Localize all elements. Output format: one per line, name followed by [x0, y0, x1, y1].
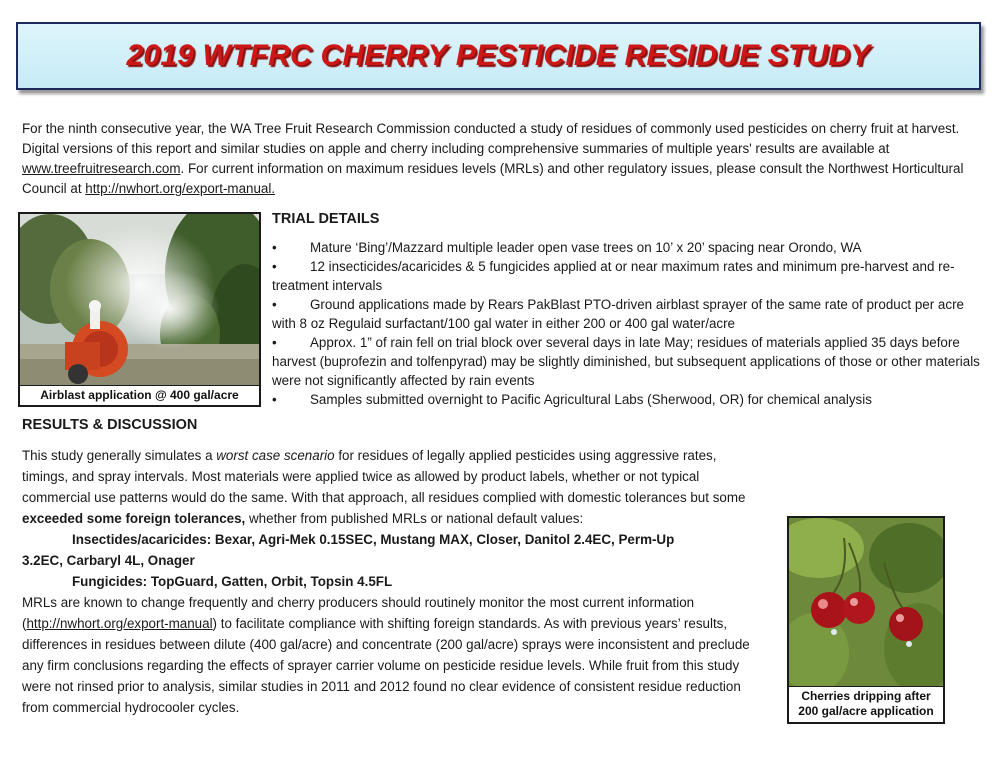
intro-text-2: . For current information on maximum residues levels (MRLs) and other regulatory issues, please consult the Northwest Horticultural Council at [22, 161, 964, 196]
insecticides-list-cont: 3.2EC, Carbaryl 4L, Onager [22, 553, 195, 568]
trial-details-list [272, 238, 984, 409]
worst-case-emphasis: worst case scenario [216, 448, 335, 463]
airblast-photo [18, 212, 261, 407]
cherries-caption-line-1: Cherries dripping after [801, 689, 931, 703]
results-paragraph-2: MRLs are known to change frequently and cherry producers should routinely monitor the most current information (http://nwhort.org/export-manual) to facilitate compliance with shifting foreign standards. As with previous years’ results, differences in residues between dilute (400 gal/acre) and concentrate (200 gal/acre) sprays were inconsistent and preclude any firm conclusions regarding the effects of sprayer carrier volume on pesticide residue levels. While fruit from this study were not rinsed prior to analysis, similar studies in 2011 and 2012 found no clear evidence of consistent residue reduction from commercial hydrocooler cycles. [22, 595, 750, 715]
trial-detail-item: • Mature ‘Bing’/Mazzard multiple leader open vase trees on 10’ x 20’ spacing near Orondo, WA [272, 240, 862, 255]
bullet: • [272, 392, 277, 407]
bullet: • [272, 259, 277, 274]
fungicides-list: Fungicides: TopGuard, Gatten, Orbit, Topsin 4.5FL [72, 574, 393, 589]
airblast-sprayer-image [20, 214, 259, 386]
cherries-caption-line-2: 200 gal/acre application [798, 704, 934, 718]
cherries-photo [787, 516, 945, 724]
trial-detail-item: • 12 insecticides/acaricides & 5 fungicides applied at or near maximum rates and minimum pre-harvest and re-treatment intervals [272, 259, 955, 293]
intro-paragraph [22, 119, 982, 199]
nwhort-export-manual-link[interactable]: http://nwhort.org/export-manual. [85, 181, 276, 196]
bullet: • [272, 297, 277, 312]
trial-detail-item: • Ground applications made by Rears PakBlast PTO-driven airblast sprayer of the same rate of product per acre with 8 oz Regulaid surfactant/100 gal water in either 200 or 400 gal water/acre [272, 297, 964, 331]
bullet: • [272, 240, 277, 255]
cherries-caption [789, 686, 943, 722]
title-banner [16, 22, 981, 90]
trial-details-heading: TRIAL DETAILS [272, 211, 380, 227]
treefruitresearch-link[interactable]: www.treefruitresearch.com [22, 161, 181, 176]
results-heading: RESULTS & DISCUSSION [22, 417, 198, 433]
trial-detail-item: • Approx. 1” of rain fell on trial block over several days in late May; residues of materials applied 35 days before harvest (buprofezin and tolfenpyrad) may be slightly diminished, but subsequent applications of those or other materials were not significantly affected by rain events [272, 335, 980, 388]
results-paragraph-1: This study generally simulates a worst case scenario for residues of legally applied pesticides using aggressive rates, timings, and spray intervals. Most materials were applied twice as allowed by product labels, whether or not typical commercial use patterns would do the same. With that approach, all residues complied with domestic tolerances but some exceeded some foreign tolerances, whether from published MRLs or national default values: [22, 448, 746, 526]
airblast-caption: Airblast application @ 400 gal/acre [20, 385, 259, 405]
page-title: 2019 WTFRC CHERRY PESTICIDE RESIDUE STUDY [126, 39, 871, 72]
trial-detail-item: • Samples submitted overnight to Pacific Agricultural Labs (Sherwood, OR) for chemical analysis [272, 392, 872, 407]
bullet: • [272, 335, 277, 350]
intro-text-1: For the ninth consecutive year, the WA Tree Fruit Research Commission conducted a study of residues of commonly used pesticides on cherry fruit at harvest. Digital versions of this report and similar studies on apple and cherry including comprehensive summaries of multiple years' results are available at [22, 121, 960, 156]
nwhort-link-2[interactable]: http://nwhort.org/export-manual [26, 616, 213, 631]
cherries-image [789, 518, 943, 686]
foreign-tolerance-emphasis: exceeded some foreign tolerances, [22, 511, 246, 526]
insecticides-list: Insectides/acaricides: Bexar, Agri-Mek 0.15SEC, Mustang MAX, Closer, Danitol 2.4EC, Perm-Up [72, 532, 675, 547]
